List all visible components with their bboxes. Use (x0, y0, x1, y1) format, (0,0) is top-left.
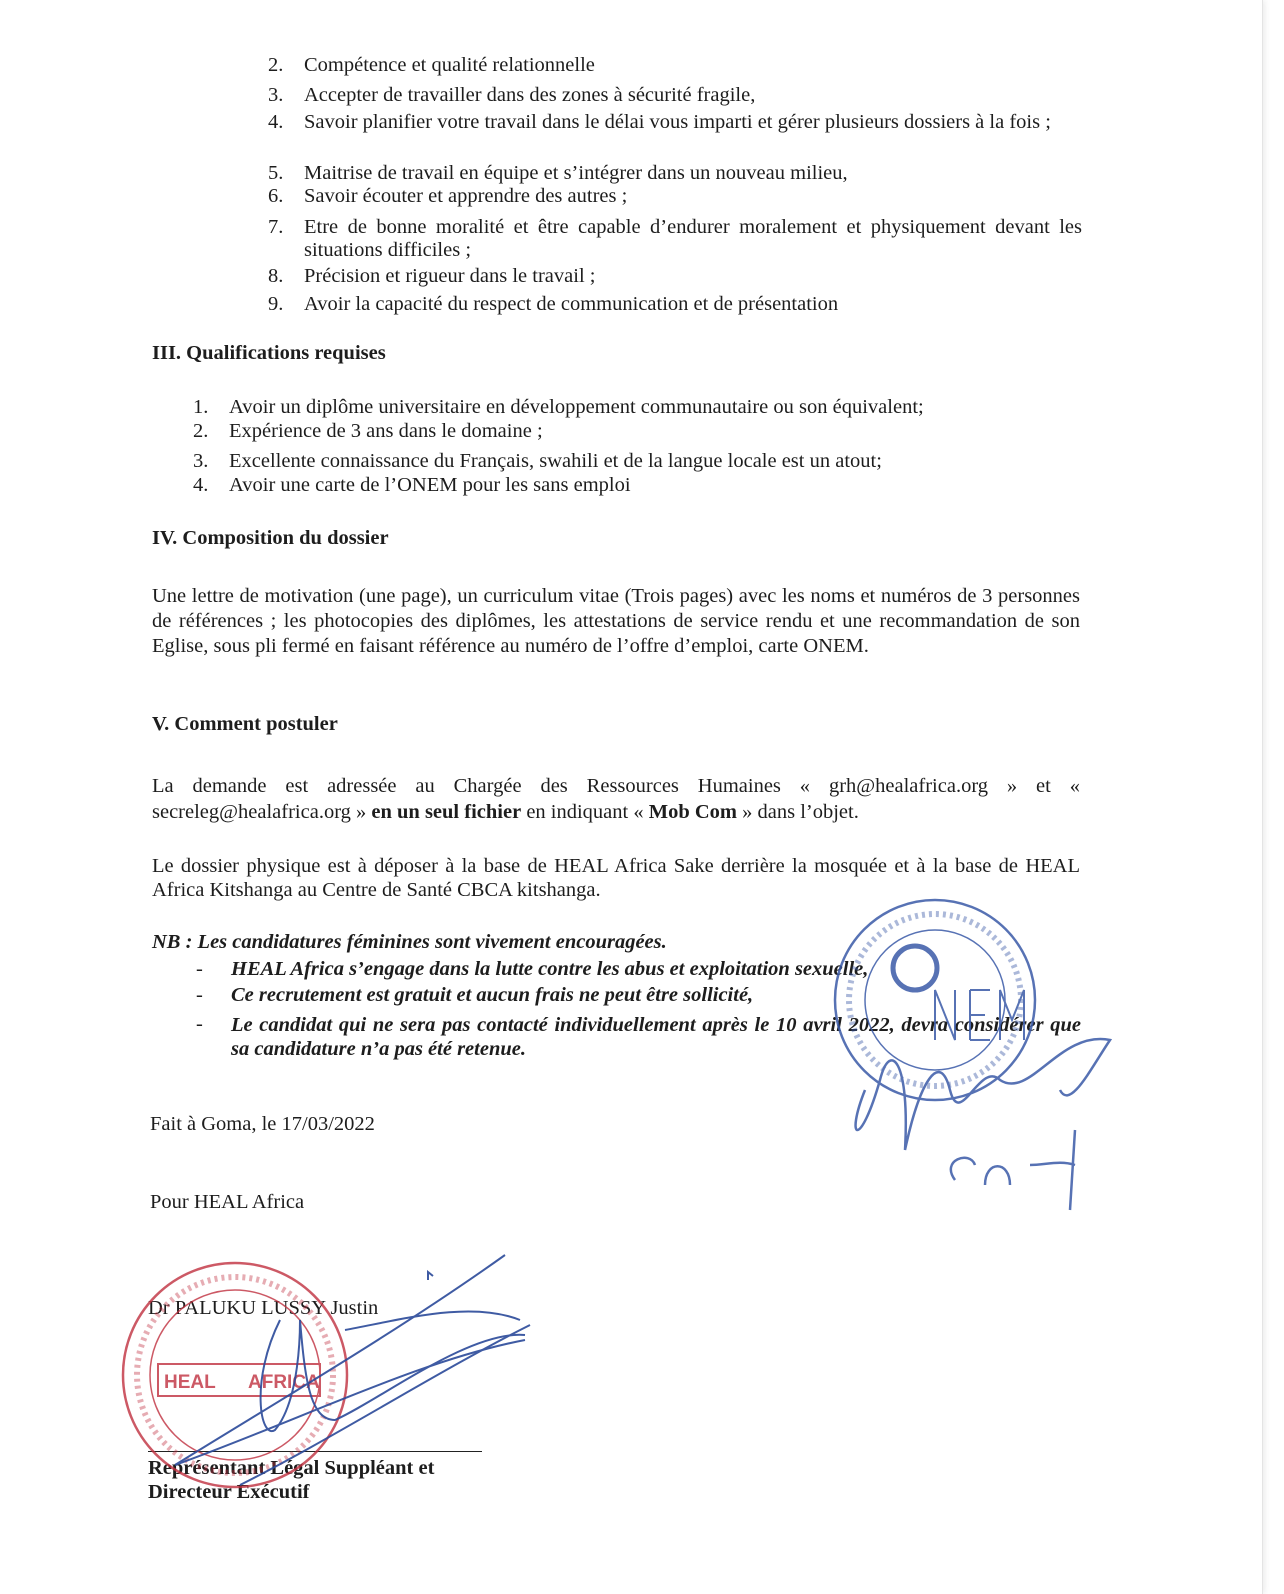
deposit-paragraph: Le dossier physique est à déposer à la base de HEAL Africa Sake derrière la mosquée et à la base de HEAL Africa Kitshanga au Centre de Santé CBCA kitshanga. (152, 855, 1080, 901)
bullet: - (196, 984, 203, 1006)
list-item: Savoir planifier votre travail dans le délai vous imparti et gérer plusieurs dossiers à la fois ; (304, 111, 1051, 133)
heal-logo-left: HEAL (164, 1372, 216, 1393)
signatory-name: Dr PALUKU LUSSY Justin (148, 1297, 379, 1319)
list-number: 6. (268, 185, 284, 207)
postuler-paragraph (152, 773, 1080, 825)
list-number: 4. (193, 474, 209, 496)
list-item: Accepter de travailler dans des zones à sécurité fragile, (304, 84, 756, 106)
section-heading-postuler: V. Comment postuler (152, 713, 338, 735)
list-number: 3. (193, 450, 209, 472)
section-heading-composition: IV. Composition du dossier (152, 527, 389, 549)
list-number: 8. (268, 265, 284, 287)
list-number: 4. (268, 111, 284, 133)
nb-item: Le candidat qui ne sera pas contacté individuellement après le 10 avril 2022, devra considérer que sa candidature n’a pas été retenue. (231, 1014, 1081, 1060)
list-number: 7. (268, 216, 284, 238)
nb-title: NB : Les candidatures féminines sont vivement encouragées. (152, 931, 667, 953)
list-number: 5. (268, 162, 284, 184)
list-item: Savoir écouter et apprendre des autres ; (304, 185, 628, 207)
nb-item: Ce recrutement est gratuit et aucun frais ne peut être sollicité, (231, 984, 754, 1006)
list-item: Expérience de 3 ans dans le domaine ; (229, 420, 543, 442)
list-item: Avoir une carte de l’ONEM pour les sans emploi (229, 474, 631, 496)
list-item: Précision et rigueur dans le travail ; (304, 265, 596, 287)
nb-item: HEAL Africa s’engage dans la lutte contre les abus et exploitation sexuelle, (231, 958, 869, 980)
list-item: Etre de bonne moralité et être capable d’endurer moralement et physiquement devant les situations difficiles ; (304, 216, 1082, 261)
list-item: Avoir un diplôme universitaire en développement communautaire ou son équivalent; (229, 396, 924, 418)
signatory-title: Directeur Exécutif (148, 1481, 310, 1503)
composition-paragraph: Une lettre de motivation (une page), un curriculum vitae (Trois pages) avec les noms et numéros de 3 personnes de références ; les photocopies des diplômes, les attestations de service rendu et une recommandation de son Eglise, sous pli fermé en faisant référence au numéro de l’offre d’emploi, carte ONEM. (152, 585, 1080, 657)
signature-line (148, 1451, 482, 1452)
list-number: 3. (268, 84, 284, 106)
section-heading-qualifications: III. Qualifications requises (152, 342, 386, 364)
heal-logo-right: AFRICA (248, 1372, 320, 1393)
list-number: 2. (193, 420, 209, 442)
bullet: - (196, 958, 203, 980)
list-number: 1. (193, 396, 209, 418)
list-item: Maitrise de travail en équipe et s’intégrer dans un nouveau milieu, (304, 162, 848, 184)
text-bold: en un seul fichier (371, 801, 522, 823)
list-item: Compétence et qualité relationnelle (304, 54, 595, 76)
text: en indiquant « (521, 801, 649, 823)
text-bold: Mob Com (648, 801, 737, 823)
for-organization: Pour HEAL Africa (150, 1191, 305, 1213)
signatory-title: Représentant Légal Suppléant et (148, 1457, 435, 1479)
list-number: 2. (268, 54, 284, 76)
list-item: Avoir la capacité du respect de communication et de présentation (304, 293, 839, 315)
text: » dans l’objet. (737, 801, 859, 823)
text: La demande est adressée au Chargée des Ressources Humaines « grh@healafrica.org » et « secreleg@healafrica.org » (152, 775, 1080, 823)
list-number: 9. (268, 293, 284, 315)
list-item: Excellente connaissance du Français, swahili et de la langue locale est un atout; (229, 450, 882, 472)
place-date: Fait à Goma, le 17/03/2022 (150, 1113, 375, 1135)
bullet: - (196, 1013, 203, 1035)
